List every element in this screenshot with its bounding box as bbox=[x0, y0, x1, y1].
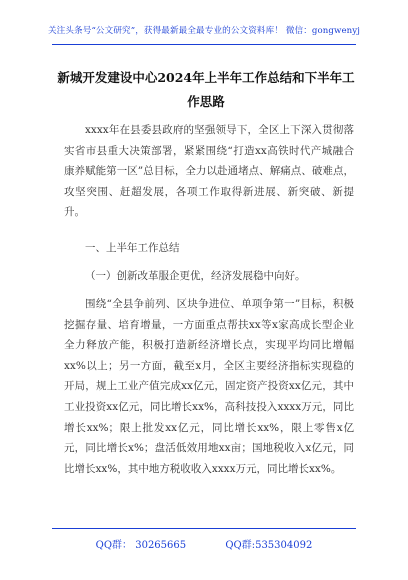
subsection-heading: （一）创新改革服企更优，经济发展稳中向好。 bbox=[85, 270, 306, 282]
body-paragraph: 围绕“全县争前列、区块争进位、单项争第一”目标，积极挖掘存量、培育增量，一方面重点帮扶xx等x家高成长型企业全力释放产能，积极打造新经济增长点，实现平均同比增幅xx%以上；另一方面，截至x月，全区主要经济指标实现稳的开局，规上工业产值完成xx亿元，固定资产投资xx亿元，其中工业投资xx亿元，同比增长xx%，高科技投入xxxx万元，同比增长xx%；限上批发xx亿元，同比增长xx%，限上零售x亿元，同比增长x%；盘活低效用地xx亩；国地税收入x亿元，同比增长xx%，其中地方税收收入xxxx万元，同比增长xx%。 bbox=[64, 298, 354, 475]
footer-divider bbox=[52, 528, 356, 529]
intro-paragraph: xxxx年在县委县政府的坚强领导下，全区上下深入贯彻落实省市县重大决策部署，紧紧围绕“打造xx高铁时代产城融合康养赋能第一区”总目标，全力以赴通堵点、解痛点、破难点，攻坚突围、赶超发展，各项工作取得新进展、新突破、新提升。 bbox=[64, 124, 354, 219]
footer-qq-1: QQ群： 30265665 bbox=[95, 540, 187, 551]
footer bbox=[0, 536, 408, 551]
header-banner: 关注头条号“公文研究”，获得最新最全最专业的公文资料库！ 微信：gongwenyj bbox=[47, 26, 361, 36]
header-divider bbox=[52, 44, 356, 45]
section-heading: 一、上半年工作总结 bbox=[85, 242, 180, 254]
footer-qq-2: QQ群:535304092 bbox=[225, 540, 313, 551]
document-title: 新城开发建设中心2024年上半年工作总结和下半年工作思路 bbox=[57, 70, 355, 109]
